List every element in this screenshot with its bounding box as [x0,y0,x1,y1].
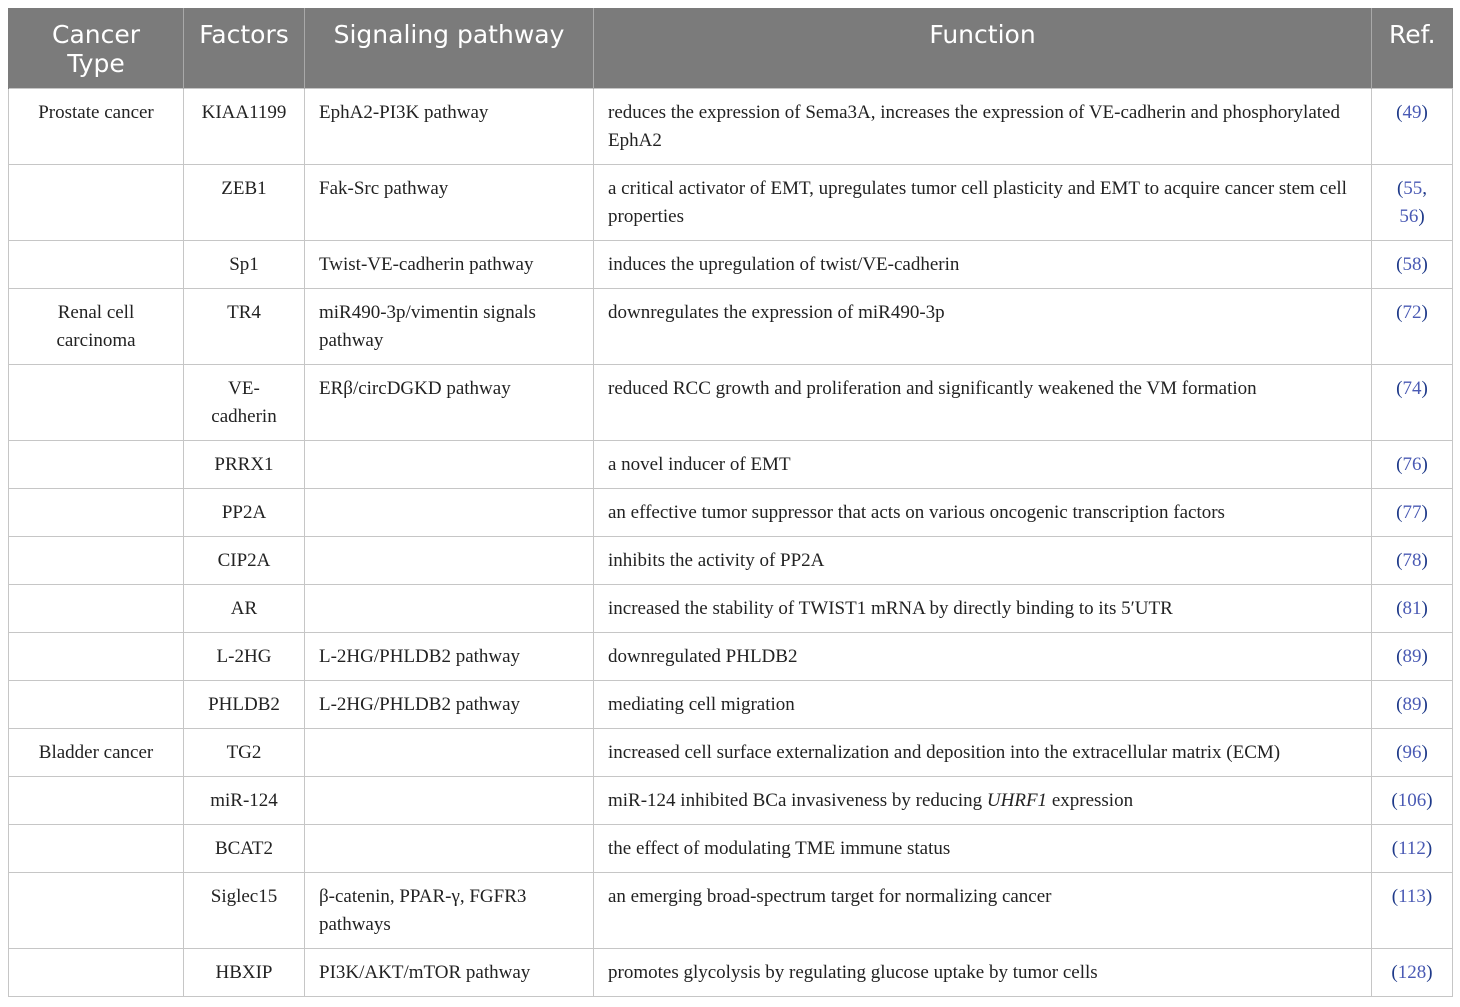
header-factors: Factors [184,8,305,89]
cell-factor: TG2 [184,729,305,777]
header-row [9,8,1453,89]
cell-function: promotes glycolysis by regulating glucose uptake by tumor cells [594,949,1372,997]
ref-link[interactable]: 78 [1402,550,1422,571]
cell-ref: (77) [1372,489,1453,537]
cell-cancer-type [9,441,184,489]
cell-pathway [305,441,594,489]
cell-pathway [305,537,594,585]
cell-function: inhibits the activity of PP2A [594,537,1372,585]
cell-ref: (89) [1372,633,1453,681]
cell-cancer-type: Bladder cancer [9,729,184,777]
cell-cancer-type [9,873,184,949]
cell-cancer-type [9,165,184,241]
cell-function: a novel inducer of EMT [594,441,1372,489]
cell-pathway [305,585,594,633]
cell-function: downregulated PHLDB2 [594,633,1372,681]
ref-link[interactable]: 128 [1397,962,1427,983]
cell-ref: (89) [1372,681,1453,729]
cell-ref: (113) [1372,873,1453,949]
cell-function: downregulates the expression of miR490-3p [594,289,1372,365]
cell-ref: (106) [1372,777,1453,825]
cell-pathway [305,489,594,537]
ref-link[interactable]: 113 [1398,886,1426,907]
table-row [9,289,1453,365]
cell-ref: (78) [1372,537,1453,585]
cell-factor: ZEB1 [184,165,305,241]
cell-pathway [305,777,594,825]
cell-cancer-type [9,949,184,997]
cell-factor: AR [184,585,305,633]
ref-link[interactable]: 89 [1402,646,1422,667]
cell-function: a critical activator of EMT, upregulates tumor cell plasticity and EMT to acquire cancer stem cell properties [594,165,1372,241]
cell-factor: PHLDB2 [184,681,305,729]
cell-cancer-type: Renal cell carcinoma [9,289,184,365]
cell-factor: TR4 [184,289,305,365]
table-row [9,365,1453,441]
cell-pathway: β-catenin, PPAR-γ, FGFR3 pathways [305,873,594,949]
ref-link[interactable]: 49 [1402,102,1422,123]
header-function: Function [594,8,1372,89]
cell-function: increased the stability of TWIST1 mRNA by directly binding to its 5′UTR [594,585,1372,633]
cell-function: reduces the expression of Sema3A, increases the expression of VE-cadherin and phosphorylated EphA2 [594,89,1372,165]
cell-factor: L-2HG [184,633,305,681]
ref-link[interactable]: 112 [1398,838,1426,859]
cell-cancer-type [9,365,184,441]
table-row [9,729,1453,777]
ref-link[interactable]: 76 [1402,454,1422,475]
cell-function: miR-124 inhibited BCa invasiveness by reducing UHRF1 expression [594,777,1372,825]
cell-cancer-type [9,537,184,585]
cell-factor: KIAA1199 [184,89,305,165]
cell-ref: (58) [1372,241,1453,289]
cell-ref: (72) [1372,289,1453,365]
table-row [9,949,1453,997]
cell-ref: (74) [1372,365,1453,441]
cell-factor: CIP2A [184,537,305,585]
cell-pathway: EphA2-PI3K pathway [305,89,594,165]
ref-link[interactable]: 89 [1402,694,1422,715]
cell-cancer-type [9,489,184,537]
cell-ref: (112) [1372,825,1453,873]
cell-pathway: L-2HG/PHLDB2 pathway [305,633,594,681]
cell-cancer-type [9,633,184,681]
ref-link[interactable]: 74 [1402,378,1422,399]
table-row [9,825,1453,873]
cell-cancer-type [9,777,184,825]
cell-ref: (96) [1372,729,1453,777]
cell-pathway: PI3K/AKT/mTOR pathway [305,949,594,997]
cell-pathway [305,729,594,777]
cell-function: increased cell surface externalization and deposition into the extracellular matrix (ECM) [594,729,1372,777]
cell-factor: PP2A [184,489,305,537]
header-ref: Ref. [1372,8,1453,89]
table-row [9,165,1453,241]
header-cancer-type: Cancer Type [9,8,184,89]
ref-link[interactable]: 72 [1402,302,1422,323]
cell-cancer-type [9,825,184,873]
cell-function: mediating cell migration [594,681,1372,729]
cell-pathway [305,825,594,873]
cell-pathway: Twist-VE-cadherin pathway [305,241,594,289]
ref-link[interactable]: 81 [1402,598,1422,619]
ref-link[interactable]: 55 [1403,178,1423,199]
table-row [9,873,1453,949]
cell-ref: (55, 56) [1372,165,1453,241]
ref-link[interactable]: 56 [1399,206,1419,227]
table-row [9,489,1453,537]
cell-ref: (128) [1372,949,1453,997]
cell-pathway: ERβ/circDGKD pathway [305,365,594,441]
cell-factor: BCAT2 [184,825,305,873]
cell-pathway: Fak-Src pathway [305,165,594,241]
cell-function: the effect of modulating TME immune status [594,825,1372,873]
cell-function: an effective tumor suppressor that acts on various oncogenic transcription factors [594,489,1372,537]
table-row [9,89,1453,165]
cell-pathway: miR490-3p/vimentin signals pathway [305,289,594,365]
cell-function: an emerging broad-spectrum target for normalizing cancer [594,873,1372,949]
cell-factor: Sp1 [184,241,305,289]
cell-ref: (49) [1372,89,1453,165]
ref-link[interactable]: 58 [1402,254,1422,275]
cell-factor: HBXIP [184,949,305,997]
cell-cancer-type: Prostate cancer [9,89,184,165]
ref-link[interactable]: 96 [1402,742,1422,763]
cell-factor: miR-124 [184,777,305,825]
table-row [9,537,1453,585]
table-row [9,441,1453,489]
cell-cancer-type [9,585,184,633]
ref-link[interactable]: 77 [1402,502,1422,523]
cell-factor: Siglec15 [184,873,305,949]
cell-ref: (81) [1372,585,1453,633]
data-table [8,8,1453,997]
cell-function: induces the upregulation of twist/VE-cadherin [594,241,1372,289]
table-row [9,633,1453,681]
table-row [9,777,1453,825]
table-row [9,241,1453,289]
cell-pathway: L-2HG/PHLDB2 pathway [305,681,594,729]
cell-factor: PRRX1 [184,441,305,489]
ref-link[interactable]: 106 [1397,790,1427,811]
cell-cancer-type [9,241,184,289]
table-row [9,585,1453,633]
cell-cancer-type [9,681,184,729]
cell-function: reduced RCC growth and proliferation and significantly weakened the VM formation [594,365,1372,441]
gene-name: UHRF1 [986,790,1048,811]
cell-factor: VE-cadherin [184,365,305,441]
table-container [8,8,1452,997]
table-row [9,681,1453,729]
header-signaling-pathway: Signaling pathway [305,8,594,89]
cell-ref: (76) [1372,441,1453,489]
